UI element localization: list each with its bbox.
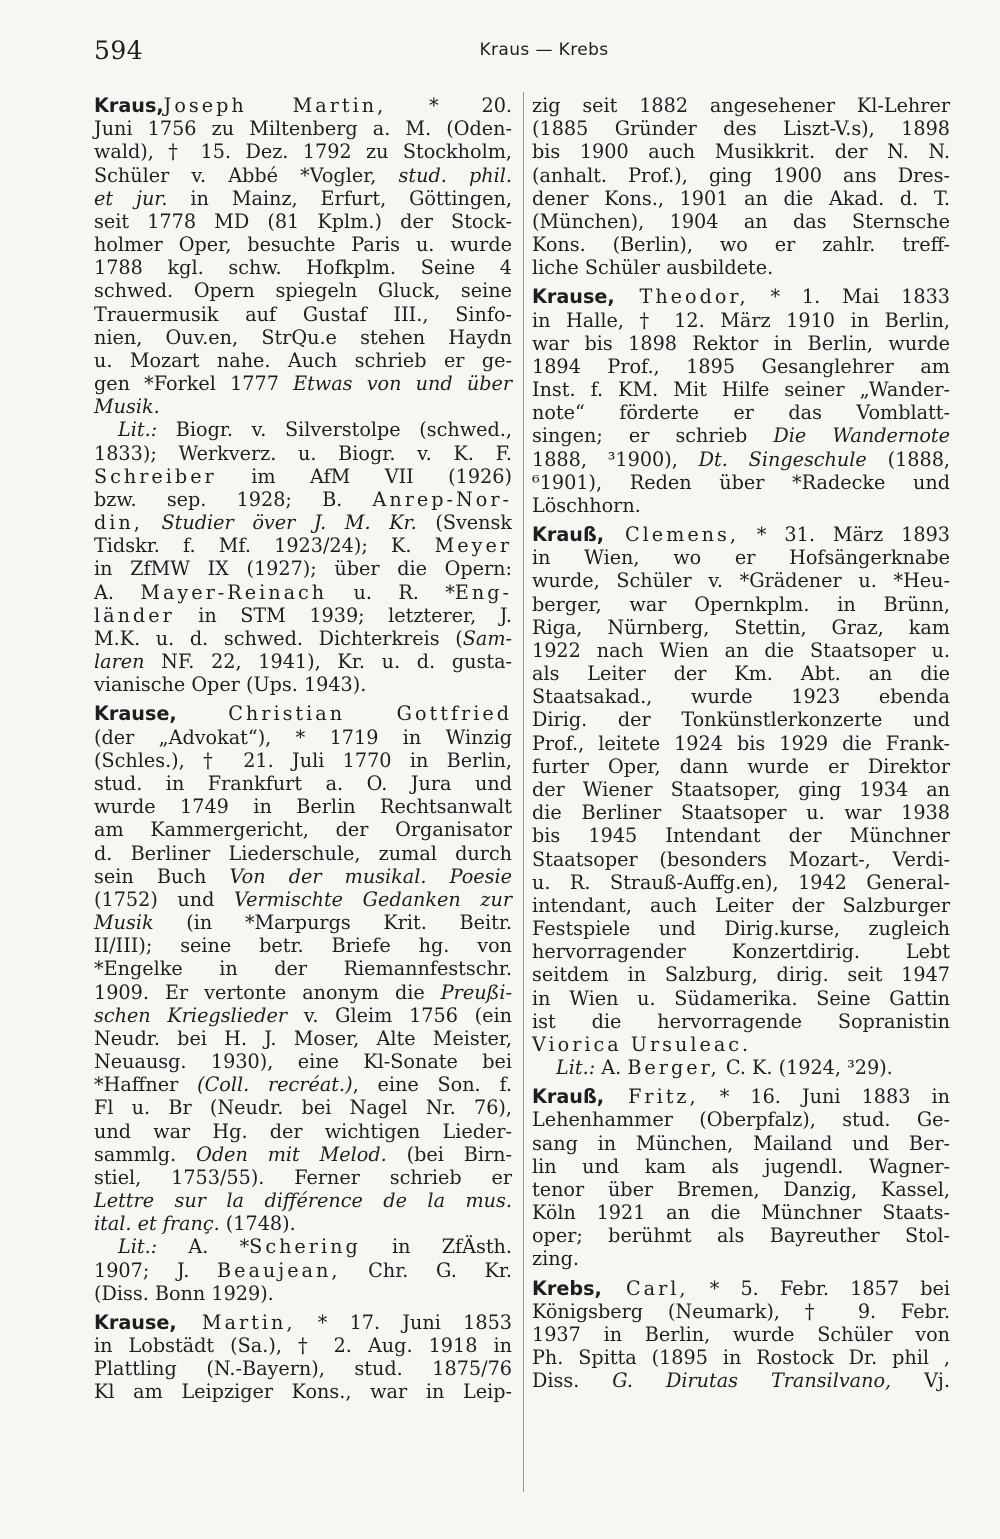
text-line (94, 865, 512, 888)
text-line (94, 395, 512, 418)
page-header (94, 36, 954, 66)
text-segment: Ph. Spitta (1895 in Rostock Dr. phil , (532, 1346, 950, 1370)
text-line (94, 534, 512, 557)
italic-text: schen Kriegslieder (94, 1003, 287, 1027)
italic-text: Musik. (94, 395, 160, 419)
text-segment: Tidskr. f. Mf. 1923/24); K. (94, 534, 435, 558)
text-line (94, 465, 512, 488)
text-line (94, 749, 512, 772)
italic-text: ital. et franç. (94, 1212, 220, 1236)
text-line (532, 1369, 950, 1392)
text-line (94, 442, 512, 465)
text-segment: bzw. sep. 1928; B. (94, 487, 373, 511)
text-line (532, 1178, 950, 1201)
text-segment: u. R. Strauß-Auffg.en), 1942 General- (532, 870, 950, 894)
text-line (94, 418, 512, 441)
text-segment: Lehenhammer (Oberpfalz), stud. Ge- (532, 1108, 950, 1132)
text-segment: A. * (157, 1235, 250, 1259)
text-segment: 1907; J. (94, 1258, 217, 1282)
text-segment: (in *Marpurgs Krit. Beitr. (153, 911, 512, 935)
text-line (532, 187, 950, 210)
text-line (532, 210, 950, 233)
text-segment: (1752) und (94, 887, 235, 911)
text-line (94, 233, 512, 256)
text-line (94, 1189, 512, 1212)
text-segment: intendant, auch Leiter der Salzburger (532, 893, 950, 917)
text-line (94, 1380, 512, 1403)
spaced-name: Martin, (176, 1310, 296, 1334)
text-line (532, 1201, 950, 1224)
text-segment: seitdem in Salzburg, dirig. seit 1947 (532, 963, 950, 987)
italic-text: Studier över J. M. Kr. (142, 511, 417, 535)
page-number: 594 (94, 36, 144, 65)
text-line (532, 685, 950, 708)
text-segment: (Schles.), † 21. Juli 1770 in Berlin, (94, 748, 512, 772)
entry-headword-line (532, 285, 950, 308)
headword: Krause, (94, 1310, 177, 1334)
text-segment: Staatsoper (besonders Mozart-, Verdi- (532, 847, 950, 871)
text-line (94, 581, 512, 604)
text-segment: 1937 in Berlin, wurde Schüler von (532, 1322, 950, 1346)
text-segment: und war Hg. der wichtigen Lieder- (94, 1119, 512, 1143)
spaced-name: Anrep-Nor- (372, 487, 512, 511)
text-segment: Festspiele und Dirig.kurse, zugleich (532, 917, 950, 941)
text-line (532, 871, 950, 894)
text-line (94, 210, 512, 233)
italic-text: Sam- (462, 626, 512, 650)
italic-text: Lit.: (118, 418, 158, 442)
headword: Krause, (94, 702, 177, 726)
text-line (94, 673, 512, 696)
text-segment: Staatsakad., wurde 1923 ebenda (532, 685, 950, 709)
text-line (94, 164, 512, 187)
text-segment: * 17. Juni 1853 (295, 1310, 512, 1334)
text-segment: * 20. (386, 94, 512, 117)
text-segment: ist die hervorragende Sopranistin (532, 1009, 950, 1033)
text-segment: v. Gleim 1756 (ein (287, 1003, 513, 1027)
spaced-name: Christian Gottfried (176, 702, 512, 726)
text-line (94, 1073, 512, 1096)
text-line (532, 801, 950, 824)
text-segment: *Engelke in der Riemannfestschr. (94, 957, 512, 981)
text-segment: gen *Forkel 1777 (94, 372, 294, 396)
text-segment: * 16. Juni 1883 in (698, 1085, 950, 1109)
text-segment: sein Buch (94, 864, 230, 888)
text-segment: ⁶1901), Reden über *Radecke und (532, 470, 950, 494)
text-line (532, 494, 950, 517)
text-line (94, 140, 512, 163)
text-line (94, 650, 512, 673)
text-segment: Dirig. der Tonkünstlerkonzerte und (532, 708, 950, 732)
italic-text: Lit.: (556, 1056, 596, 1080)
text-segment: in Wien, wo er Hofsängerknabe (532, 546, 950, 570)
text-line (94, 187, 512, 210)
entry-headword-line (532, 523, 950, 546)
text-line (94, 957, 512, 980)
text-segment: (Svensk (416, 511, 512, 535)
headword: Krauß, (532, 523, 605, 547)
text-line (94, 911, 512, 934)
text-line (532, 662, 950, 685)
text-segment: als Leiter der Km. Abt. an die (532, 662, 950, 686)
italic-text: et jur. (94, 186, 168, 210)
text-segment: singen; er schrieb (532, 424, 774, 448)
text-segment: Kons. (Berlin), wo er zahlr. treff- (532, 233, 950, 257)
text-line (94, 372, 512, 395)
text-segment: in Wien u. Südamerika. Seine Gattin (532, 986, 950, 1010)
text-segment: note“ förderte er das Vomblatt- (532, 401, 950, 425)
text-segment: * 5. Febr. 1857 bei (688, 1276, 950, 1300)
text-line (94, 117, 512, 140)
text-segment: (der „Advokat“), * 1719 in Winzig (94, 725, 512, 749)
text-line (532, 1323, 950, 1346)
text-segment: Trauermusik auf Gustaf III., Sinfo- (94, 302, 512, 326)
text-segment: (1885 Gründer des Liszt-V.s), 1898 (532, 117, 950, 141)
text-segment: tenor über Bremen, Danzig, Kassel, (532, 1177, 950, 1201)
text-line (94, 1334, 512, 1357)
text-line (94, 842, 512, 865)
text-segment: u. Mozart nahe. Auch schrieb er ge- (94, 348, 512, 372)
text-segment: M.K. u. d. schwed. Dichterkreis ( (94, 626, 463, 650)
text-line (532, 639, 950, 662)
text-line (532, 355, 950, 378)
text-segment: seit 1778 MD (81 Kplm.) der Stock- (94, 209, 512, 233)
text-segment: , eine Son. f. (352, 1073, 512, 1097)
text-segment: wurde 1749 in Berlin Rechtsanwalt (94, 795, 512, 819)
text-segment: Schüler v. Abbé *Vogler, (94, 163, 399, 187)
text-line (532, 987, 950, 1010)
text-line (532, 755, 950, 778)
text-segment: bis 1900 auch Musikkrit. der N. N. (532, 140, 950, 164)
text-segment: dener Kons., 1901 an die Akad. d. T. (532, 186, 950, 210)
text-segment: Köln 1921 an die Münchner Staats- (532, 1201, 950, 1225)
italic-text: Von der musikal. Poesie (229, 864, 512, 888)
text-line (532, 593, 950, 616)
italic-text: Musik (94, 911, 154, 935)
text-segment: 1788 kgl. schw. Hofkplm. Seine 4 (94, 256, 512, 280)
text-line (532, 424, 950, 447)
text-line (532, 708, 950, 731)
entry-headword-line (532, 1277, 950, 1300)
italic-text: G. Dirutas Transilvano, (612, 1369, 892, 1393)
text-segment: in ZfÄsth. (360, 1235, 512, 1259)
text-line (532, 448, 950, 471)
text-line (94, 1120, 512, 1143)
italic-text: Preußi- (440, 980, 512, 1004)
text-segment: schwed. Opern spiegeln Gluck, seine (94, 279, 512, 303)
text-segment: 1909. Er vertonte anonym die (94, 980, 441, 1004)
text-line (94, 256, 512, 279)
text-line (94, 349, 512, 372)
text-segment: oper; berühmt als Bayreuther Stol- (532, 1224, 950, 1248)
text-line (532, 1346, 950, 1369)
text-segment: sammlg. (94, 1142, 197, 1166)
text-segment: wurde, Schüler v. *Grädener u. *Heu- (532, 569, 950, 593)
text-segment: Inst. f. KM. Mit Hilfe seiner „Wander- (532, 378, 950, 402)
text-line (94, 326, 512, 349)
text-line (532, 824, 950, 847)
text-segment: * 1. Mai 1833 (748, 285, 950, 309)
text-segment: Löschhorn. (532, 493, 641, 517)
text-line (94, 511, 512, 534)
entry-headword-line (532, 1085, 950, 1108)
text-segment: A. (595, 1056, 628, 1080)
text-line (532, 401, 950, 424)
text-line (532, 1033, 950, 1056)
spaced-name: Beaujean, (217, 1258, 341, 1282)
text-line (532, 569, 950, 592)
text-segment: Riga, Nürnberg, Stettin, Graz, kam (532, 615, 950, 639)
text-segment: nien, Ouv.en, StrQu.e stehen Haydn (94, 325, 512, 349)
text-line (94, 1027, 512, 1050)
text-segment: wald), † 15. Dez. 1792 zu Stockholm, (94, 140, 512, 164)
text-line (532, 963, 950, 986)
text-line (94, 303, 512, 326)
text-segment: sang in München, Mailand und Ber- (532, 1131, 950, 1155)
text-line (532, 332, 950, 355)
text-segment: * 31. März 1893 (738, 523, 950, 547)
text-segment: bis 1945 Intendant der Münchner (532, 824, 950, 848)
text-line (94, 1212, 512, 1235)
entry-headword-line (94, 702, 512, 725)
entry-headword-line (94, 94, 512, 117)
text-line (94, 604, 512, 627)
spaced-name: Clemens, (604, 523, 739, 547)
spaced-name: Carl, (601, 1276, 689, 1300)
text-line (532, 1108, 950, 1131)
spaced-name: Fritz, (604, 1085, 699, 1109)
text-line (532, 140, 950, 163)
left-column (94, 94, 512, 1404)
text-segment: Vj. (891, 1369, 950, 1393)
text-segment: Diss. (532, 1369, 613, 1393)
text-segment: furter Oper, dann wurde er Direktor (532, 754, 950, 778)
text-line (94, 627, 512, 650)
text-segment: *Haffner (94, 1073, 198, 1097)
text-line (532, 117, 950, 140)
text-segment: II/III); seine betr. Briefe hg. von (94, 934, 512, 958)
text-segment: in Mainz, Erfurt, Göttingen, (167, 186, 512, 210)
text-line (532, 1056, 950, 1079)
italic-text: (Coll. recréat.) (197, 1073, 353, 1097)
text-line (94, 1259, 512, 1282)
text-line (532, 94, 950, 117)
spaced-name: Schreiber (94, 464, 217, 488)
text-line (532, 1155, 950, 1178)
text-segment: am Kammergericht, der Organisator (94, 818, 512, 842)
text-line (532, 309, 950, 332)
text-segment: Plattling (N.-Bayern), stud. 1875/76 (94, 1357, 512, 1381)
text-segment: lin und kam als jugendl. Wagner- (532, 1154, 950, 1178)
text-segment: in Lobstädt (Sa.), † 2. Aug. 1918 in (94, 1334, 512, 1358)
text-segment: war bis 1898 Rektor in Berlin, wurde (532, 331, 950, 355)
text-segment: zig seit 1882 angesehener Kl-Lehrer (532, 94, 950, 117)
italic-text: Oden mit Melod. (196, 1142, 387, 1166)
text-segment: in ZfMW IX (1927); über die Opern: (94, 557, 512, 581)
text-segment: liche Schüler ausbildete. (532, 256, 774, 280)
text-line (532, 471, 950, 494)
entry-headword-line (94, 1311, 512, 1334)
text-segment: Biogr. v. Silverstolpe (schwed., (157, 418, 512, 442)
spaced-name: Mayer-Reinach (140, 580, 328, 604)
italic-text: Lettre sur la différence de la mus. (94, 1189, 512, 1213)
text-segment: berger, war Opernkplm. in Brünn, (532, 592, 950, 616)
text-line (94, 795, 512, 818)
spaced-name: Theodor, (614, 285, 749, 309)
text-segment: Fl u. Br (Neudr. bei Nagel Nr. 76), (94, 1096, 512, 1120)
text-segment: (1888, (866, 447, 950, 471)
text-segment: u. R. * (327, 580, 455, 604)
text-segment: vianische Oper (Ups. 1943). (94, 673, 367, 697)
italic-text: Lit.: (118, 1235, 158, 1259)
text-segment: (Diss. Bonn 1929). (94, 1281, 274, 1305)
text-line (94, 1004, 512, 1027)
spaced-name: Eng- (454, 580, 512, 604)
text-line (94, 1166, 512, 1189)
text-line (532, 233, 950, 256)
text-line (94, 981, 512, 1004)
text-segment: 1894 Prof., 1895 Gesanglehrer am (532, 354, 950, 378)
text-line (94, 1282, 512, 1305)
text-line (532, 1010, 950, 1033)
text-line (532, 1132, 950, 1155)
text-segment: in STM 1939; letzterer, J. (174, 603, 512, 627)
text-segment: holmer Oper, besuchte Paris u. wurde (94, 233, 512, 257)
text-line (94, 557, 512, 580)
text-segment: hervorragender Konzertdirig. Lebt (532, 940, 950, 964)
text-segment: 1888, ³1900), (532, 447, 699, 471)
italic-text: Die Wandernote (773, 424, 950, 448)
text-segment: d. Berliner Liederschule, zumal durch (94, 841, 512, 865)
text-segment: C. K. (1924, ³29). (719, 1056, 893, 1080)
column-divider (523, 92, 524, 1492)
text-line (94, 772, 512, 795)
text-segment: (anhalt. Prof.), ging 1900 ans Dres- (532, 163, 950, 187)
text-segment: zing. (532, 1247, 579, 1271)
text-line (94, 279, 512, 302)
italic-text: stud. phil. (398, 163, 512, 187)
text-segment: in Halle, † 12. März 1910 in Berlin, (532, 308, 950, 332)
spaced-name: din, (94, 511, 143, 535)
text-line (94, 1357, 512, 1380)
text-segment: NF. 22, 1941), Kr. u. d. gusta- (144, 650, 512, 674)
text-segment: stud. in Frankfurt a. O. Jura und (94, 771, 512, 795)
italic-text: Dt. Singeschule (698, 447, 867, 471)
text-segment: der Wiener Staatsoper, ging 1934 an (532, 777, 950, 801)
right-column (532, 94, 950, 1392)
text-segment: Neudr. bei H. J. Moser, Alte Meister, (94, 1026, 512, 1050)
text-segment: Königsberg (Neumark), † 9. Febr. (532, 1299, 950, 1323)
text-line (94, 488, 512, 511)
italic-text: Etwas von und über (293, 372, 512, 396)
spaced-name: Schering (249, 1235, 361, 1259)
text-line (532, 732, 950, 755)
text-segment: Juni 1756 zu Miltenberg a. M. (Oden- (94, 117, 512, 141)
text-line (94, 1096, 512, 1119)
text-line (94, 1050, 512, 1073)
headword: Krause, (532, 285, 615, 309)
text-line (94, 818, 512, 841)
text-segment: Neuausg. 1930), eine Kl-Sonate bei (94, 1050, 512, 1074)
text-segment: 1922 nach Wien an die Staatsoper u. (532, 638, 950, 662)
text-segment: (München), 1904 an das Sternsche (532, 209, 950, 233)
text-segment: im AfM VII (1926) (216, 464, 512, 488)
text-line (94, 934, 512, 957)
text-segment: A. (94, 580, 141, 604)
text-line (532, 848, 950, 871)
text-line (532, 546, 950, 569)
text-line (532, 1224, 950, 1247)
text-segment: die Berliner Staatsoper u. war 1938 (532, 801, 950, 825)
headword: Krauß, (532, 1085, 605, 1109)
text-segment: Prof., leitete 1924 bis 1929 die Frank- (532, 731, 950, 755)
running-head: Kraus — Krebs (479, 40, 609, 60)
spaced-name: Meyer (434, 534, 512, 558)
text-segment: Kl am Leipziger Kons., war in Leip- (94, 1380, 512, 1404)
headword: Krebs, (532, 1276, 602, 1300)
text-segment: 1833); Werkverz. u. Biogr. v. K. F. (94, 441, 512, 465)
text-line (94, 726, 512, 749)
text-line (94, 1235, 512, 1258)
text-line (532, 940, 950, 963)
headword: Kraus, (94, 94, 164, 117)
text-segment: (bei Birn- (386, 1142, 513, 1166)
italic-text: Vermischte Gedanken zur (234, 887, 512, 911)
text-line (532, 894, 950, 917)
spaced-name: länder (94, 603, 175, 627)
text-segment: (1748). (219, 1212, 296, 1236)
text-line (532, 256, 950, 279)
italic-text: laren (94, 650, 145, 674)
text-line (532, 616, 950, 639)
text-line (532, 917, 950, 940)
text-line (94, 888, 512, 911)
text-line (532, 1300, 950, 1323)
text-line (532, 378, 950, 401)
spaced-name: Viorica Ursuleac. (532, 1032, 752, 1056)
text-line (532, 778, 950, 801)
text-line (94, 1143, 512, 1166)
spaced-name: Joseph Martin, (163, 94, 387, 117)
text-line (532, 164, 950, 187)
text-line (532, 1247, 950, 1270)
text-segment: stiel, 1753/55). Ferner schrieb er (94, 1165, 512, 1189)
text-segment: Chr. G. Kr. (340, 1258, 512, 1282)
spaced-name: Berger, (627, 1056, 720, 1080)
